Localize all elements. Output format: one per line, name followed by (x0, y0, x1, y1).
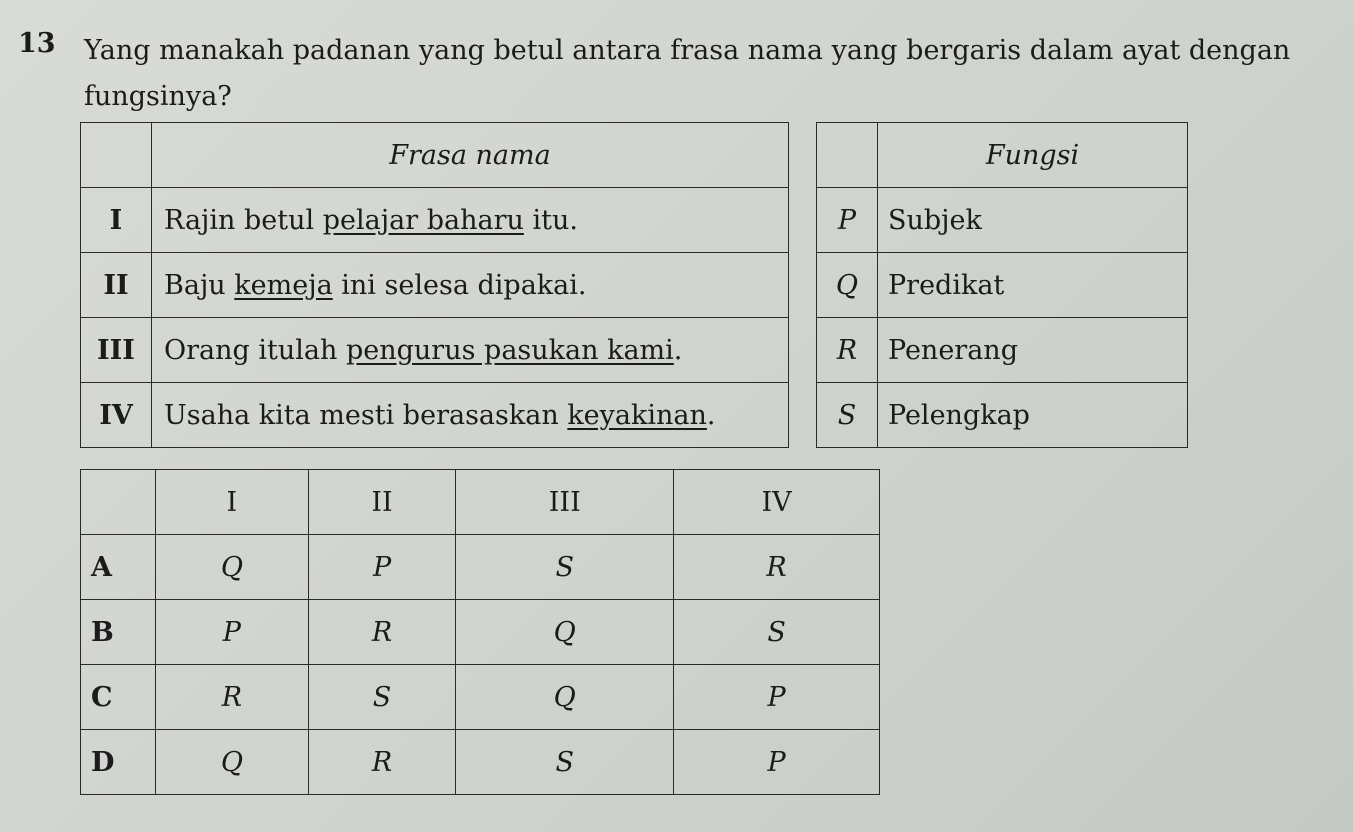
option-cell: P (674, 730, 880, 795)
frasa-sentence: Baju kemeja ini selesa dipakai. (152, 253, 789, 318)
frasa-row-number: II (81, 253, 152, 318)
answer-option-a[interactable] (81, 535, 880, 600)
fungsi-header-blank (817, 123, 878, 188)
frasa-sentence: Orang itulah pengurus pasukan kami. (152, 318, 789, 383)
fungsi-letter: R (817, 318, 878, 383)
answer-column-header: III (456, 470, 674, 535)
option-cell: R (308, 600, 456, 665)
frasa-row (81, 188, 789, 253)
option-cell: S (308, 665, 456, 730)
frasa-row-number: I (81, 188, 152, 253)
fungsi-letter: Q (817, 253, 878, 318)
option-cell: Q (456, 600, 674, 665)
frasa-nama-table (80, 122, 789, 448)
fungsi-name: Penerang (878, 318, 1188, 383)
fungsi-letter: S (817, 383, 878, 448)
option-cell: S (674, 600, 880, 665)
option-cell: P (156, 600, 309, 665)
answer-column-header: II (308, 470, 456, 535)
frasa-sentence: Rajin betul pelajar baharu itu. (152, 188, 789, 253)
underlined-phrase: pelajar baharu (322, 204, 524, 236)
frasa-header: Frasa nama (152, 123, 789, 188)
answer-option-c[interactable] (81, 665, 880, 730)
fungsi-row (817, 188, 1188, 253)
question-number: 13 (18, 28, 56, 59)
frasa-row (81, 253, 789, 318)
answer-option-b[interactable] (81, 600, 880, 665)
answer-table (80, 469, 880, 795)
option-label[interactable]: D (81, 730, 156, 795)
option-cell: R (308, 730, 456, 795)
option-cell: S (456, 730, 674, 795)
frasa-row (81, 383, 789, 448)
option-cell: Q (456, 665, 674, 730)
underlined-phrase: kemeja (234, 269, 333, 301)
option-cell: P (308, 535, 456, 600)
answer-header-blank (81, 470, 156, 535)
frasa-row-number: III (81, 318, 152, 383)
fungsi-name: Subjek (878, 188, 1188, 253)
frasa-row (81, 318, 789, 383)
option-cell: Q (156, 730, 309, 795)
answer-option-d[interactable] (81, 730, 880, 795)
answer-column-header: I (156, 470, 309, 535)
fungsi-row (817, 318, 1188, 383)
option-cell: R (156, 665, 309, 730)
answer-column-header: IV (674, 470, 880, 535)
option-cell: P (674, 665, 880, 730)
frasa-sentence: Usaha kita mesti berasaskan keyakinan. (152, 383, 789, 448)
option-label[interactable]: C (81, 665, 156, 730)
option-label[interactable]: A (81, 535, 156, 600)
option-cell: S (456, 535, 674, 600)
frasa-header-blank (81, 123, 152, 188)
fungsi-name: Predikat (878, 253, 1188, 318)
fungsi-header: Fungsi (878, 123, 1188, 188)
fungsi-row (817, 383, 1188, 448)
underlined-phrase: pengurus pasukan kami (345, 334, 674, 366)
fungsi-name: Pelengkap (878, 383, 1188, 448)
option-label[interactable]: B (81, 600, 156, 665)
underlined-phrase: keyakinan (567, 399, 707, 431)
fungsi-table (816, 122, 1188, 448)
option-cell: R (674, 535, 880, 600)
fungsi-letter: P (817, 188, 878, 253)
frasa-row-number: IV (81, 383, 152, 448)
fungsi-row (817, 253, 1188, 318)
question-text: Yang manakah padanan yang betul antara frasa nama yang bergaris dalam ayat dengan fungsinya? (84, 35, 1291, 112)
option-cell: Q (156, 535, 309, 600)
